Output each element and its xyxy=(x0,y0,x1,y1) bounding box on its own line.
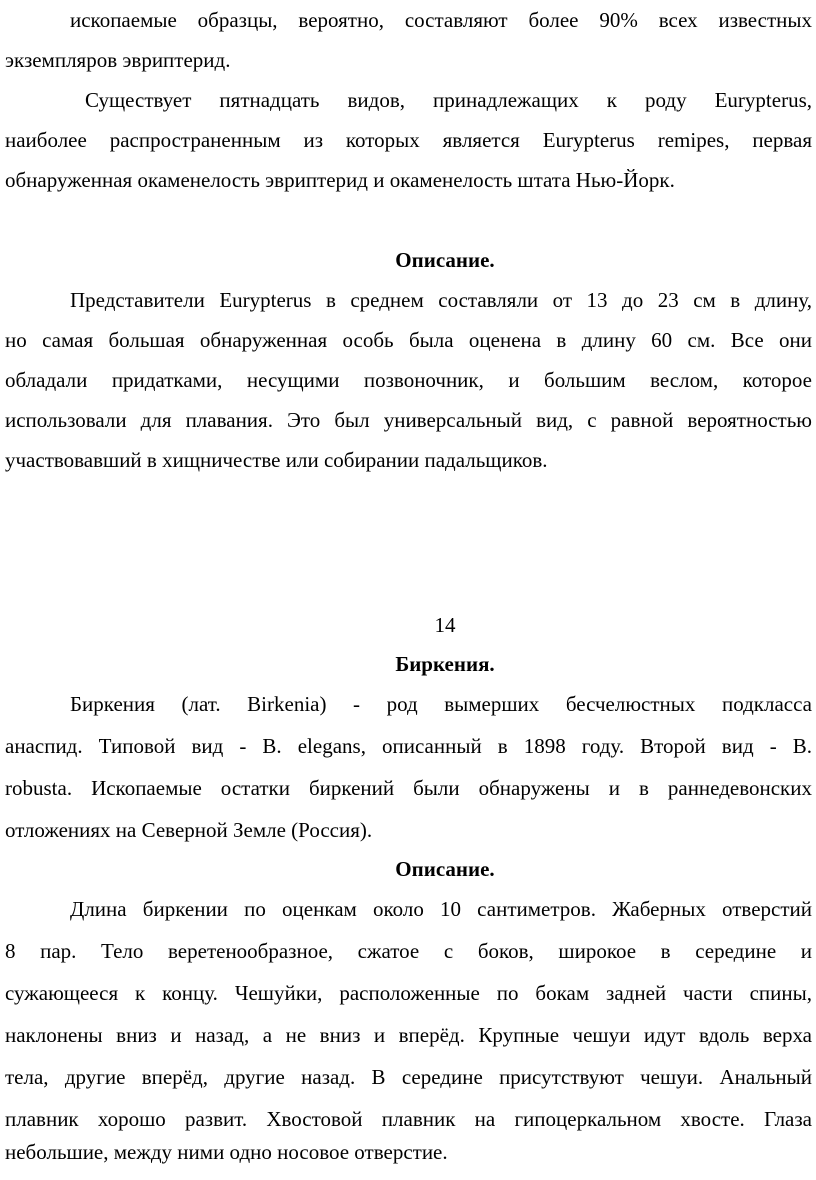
paragraph-3-line-1: Представители Eurypterus в среднем составляли от 13 до 23 см в длину, xyxy=(70,288,812,312)
paragraph-5-line-5: тела, другие вперёд, другие назад. В середине присутствуют чешуи. Анальный xyxy=(5,1065,812,1089)
paragraph-3-line-4: использовали для плавания. Это был универсальный вид, с равной вероятностью xyxy=(5,408,812,432)
paragraph-5-line-6: плавник хорошо развит. Хвостовой плавник на гипоцеркальном хвосте. Глаза xyxy=(5,1107,812,1131)
paragraph-5-line-4: наклонены вниз и назад, а не вниз и вперёд. Крупные чешуи идут вдоль верха xyxy=(5,1023,812,1047)
paragraph-2-line-1: Существует пятнадцать видов, принадлежащих к роду Eurypterus, xyxy=(85,88,812,112)
paragraph-5-line-1: Длина биркении по оценкам около 10 сантиметров. Жаберных отверстий xyxy=(70,897,812,921)
section-heading-birkenia: Биркения. xyxy=(395,652,495,676)
paragraph-1-line-2: экземпляров эвриптерид. xyxy=(5,48,231,72)
paragraph-4-line-1: Биркения (лат. Birkenia) - род вымерших бесчелюстных подкласса xyxy=(70,692,812,716)
paragraph-3-line-2: но самая большая обнаруженная особь была оценена в длину 60 см. Все они xyxy=(5,328,812,352)
section-heading-description-1: Описание. xyxy=(395,248,495,272)
paragraph-1-line-1: ископаемые образцы, вероятно, составляют более 90% всех известных xyxy=(70,8,812,32)
paragraph-3-line-3: обладали придатками, несущими позвоночник, и большим веслом, которое xyxy=(5,368,812,392)
paragraph-2-line-2: наиболее распространенным из которых является Eurypterus remipes, первая xyxy=(5,128,812,152)
paragraph-4-line-4: отложениях на Северной Земле (Россия). xyxy=(5,818,373,842)
paragraph-5-line-7: небольшие, между ними одно носовое отверстие. xyxy=(5,1140,448,1164)
paragraph-4-line-3: robusta. Ископаемые остатки биркений были обнаружены и в раннедевонских xyxy=(5,776,812,800)
paragraph-3-line-5: участвовавший в хищничестве или собирании падальщиков. xyxy=(5,448,548,472)
section-heading-description-2: Описание. xyxy=(395,857,495,881)
paragraph-5-line-3: сужающееся к концу. Чешуйки, расположенные по бокам задней части спины, xyxy=(5,981,812,1005)
paragraph-5-line-2: 8 пар. Тело веретенообразное, сжатое с боков, широкое в середине и xyxy=(5,939,812,963)
paragraph-2-line-3: обнаруженная окаменелость эвриптерид и окаменелость штата Нью-Йорк. xyxy=(5,168,675,192)
page-number: 14 xyxy=(434,613,456,637)
paragraph-4-line-2: анаспид. Типовой вид - B. elegans, описанный в 1898 году. Второй вид - B. xyxy=(5,734,812,758)
